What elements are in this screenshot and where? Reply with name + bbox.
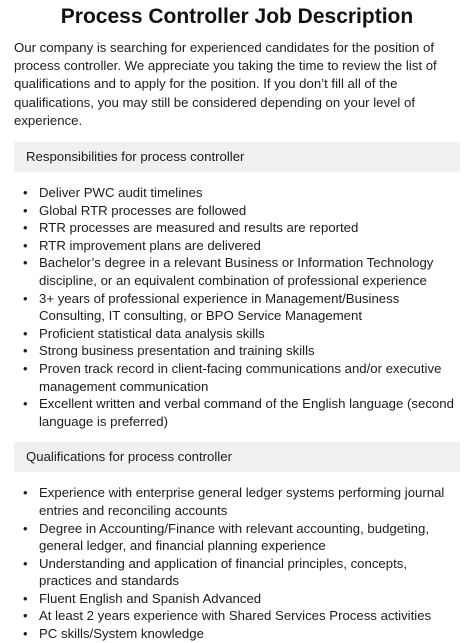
list-item [14, 342, 460, 360]
list-item [14, 555, 460, 590]
bullet-icon: • [23, 485, 28, 501]
list-item-text: RTR improvement plans are delivered [39, 237, 261, 253]
bullet-icon: • [23, 325, 28, 341]
list-item-text: Experience with enterprise general ledger systems performing journal entries and reconciling accounts [39, 485, 445, 518]
bullet-icon: • [23, 290, 28, 306]
list-item-text: Fluent English and Spanish Advanced [39, 590, 262, 606]
bullet-icon: • [23, 220, 28, 236]
bullet-icon: • [23, 185, 28, 201]
list-item-text: Proficient statistical data analysis skills [39, 325, 265, 341]
bullet-icon: • [23, 343, 28, 359]
list-item-text: Excellent written and verbal command of the English language (second language is preferred) [39, 396, 454, 429]
bullet-icon: • [23, 608, 28, 624]
bullet-icon: • [23, 255, 28, 271]
list-item [14, 184, 460, 202]
list-item-text: Bachelor’s degree in a relevant Business or Information Technology discipline, or an equivalent combination of professional experience [39, 255, 434, 288]
list-item [14, 202, 460, 220]
responsibilities-list [14, 184, 460, 430]
list-item [14, 625, 460, 643]
list-item-text: Strong business presentation and training skills [39, 343, 315, 359]
bullet-icon: • [23, 520, 28, 536]
list-item-text: 3+ years of professional experience in Management/Business Consulting, IT consulting, or BPO Service Management [39, 290, 400, 324]
list-item [14, 590, 460, 608]
qualifications-heading: Qualifications for process controller [26, 449, 232, 465]
list-item-text: Proven track record in client-facing communications and/or executive management communication [39, 360, 442, 394]
list-item-text: Deliver PWC audit timelines [39, 185, 203, 201]
bullet-icon: • [23, 237, 28, 253]
intro-paragraph: Our company is searching for experienced candidates for the position of process controller. We appreciate you taking the time to review the list of qualifications and to apply for the position. If you don’t fill all of the qualifications, you may still be considered depending on your level of experience. [14, 40, 437, 128]
qualifications-header [14, 442, 460, 472]
list-item-text: Understanding and application of financial principles, concepts, practices and standards [39, 555, 408, 589]
bullet-icon: • [23, 396, 28, 412]
bullet-icon: • [23, 626, 28, 642]
list-item [14, 607, 460, 625]
list-item [14, 290, 460, 325]
list-item [14, 360, 460, 395]
list-item [14, 325, 460, 343]
list-item [14, 254, 460, 289]
list-item [14, 520, 460, 555]
responsibilities-heading: Responsibilities for process controller [26, 149, 245, 165]
list-item [14, 484, 460, 519]
responsibilities-header [14, 142, 460, 172]
list-item-text: RTR processes are measured and results are reported [39, 220, 359, 236]
list-item-text: Global RTR processes are followed [39, 202, 247, 218]
list-item-text: At least 2 years experience with Shared Services Process activities [39, 608, 432, 624]
bullet-icon: • [23, 202, 28, 218]
list-item [14, 237, 460, 255]
list-item [14, 219, 460, 237]
bullet-icon: • [23, 360, 28, 376]
list-item-text: Degree in Accounting/Finance with relevant accounting, budgeting, general ledger, and financial planning experience [39, 520, 430, 554]
bullet-icon: • [23, 590, 28, 606]
page-title: Process Controller Job Description [60, 5, 414, 28]
list-item-text: PC skills/System knowledge [39, 626, 204, 642]
qualifications-list [14, 484, 460, 642]
list-item [14, 395, 460, 430]
bullet-icon: • [23, 555, 28, 571]
